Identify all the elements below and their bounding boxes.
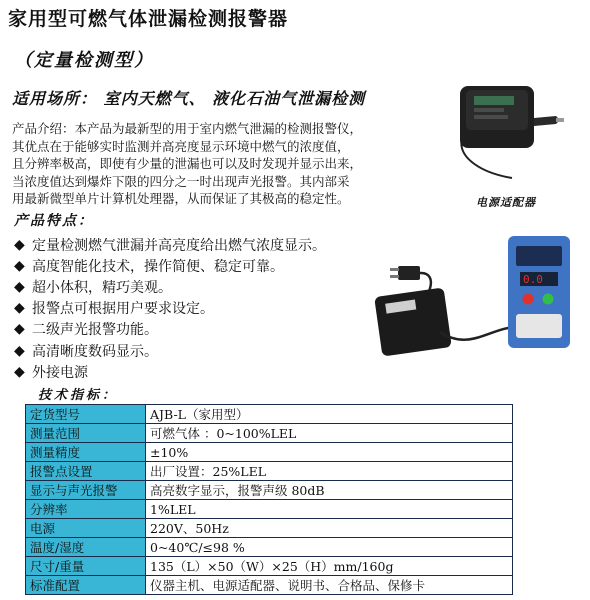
list-item [14,298,326,319]
diamond-bullet-icon: ◆ [14,257,25,274]
feature-text: 定量检测燃气泄漏并高亮度给出燃气浓度显示。 [32,237,326,254]
spec-key: 显示与声光报警 [26,481,146,500]
spec-value: 1%LEL [146,500,513,519]
spec-key: 定货型号 [26,405,146,424]
table-row [26,576,513,595]
list-item [14,319,326,340]
table-row [26,519,513,538]
feature-text: 超小体积，精巧美观。 [32,279,172,296]
spec-value: ±10% [146,443,513,462]
spec-key: 电源 [26,519,146,538]
list-item [14,340,326,361]
specs-heading: 技术指标： [38,388,119,403]
table-row [26,538,513,557]
list-item [14,361,326,382]
features-heading: 产品特点： [14,213,94,229]
list-item [14,234,326,255]
diamond-bullet-icon: ◆ [14,321,25,338]
page-subtitle: （定量检测型） [14,50,154,71]
table-row [26,424,513,443]
diamond-bullet-icon: ◆ [14,342,25,359]
spec-key: 测量精度 [26,443,146,462]
spec-value: 高亮数字显示，报警声级 80dB [146,481,513,500]
intro-line: 其优点在于能够实时监测并高亮度显示环境中燃气的浓度值， [12,138,350,154]
feature-text: 高度智能化技术，操作简便、稳定可靠。 [32,258,284,275]
product-intro [12,120,404,208]
table-row [26,500,513,519]
table-row [26,405,513,424]
intro-line: 当浓度值达到爆炸下限的四分之一时出现声光报警。其内部采 [12,173,350,189]
diamond-bullet-icon: ◆ [14,363,25,380]
intro-line: 用最新微型单片计算机处理器，从而保证了其极高的稳定性。 [12,191,350,206]
list-item [14,255,326,276]
spec-key: 报警点设置 [26,462,146,481]
list-item [14,276,326,297]
diamond-bullet-icon: ◆ [14,236,25,253]
feature-text: 报警点可根据用户要求设定。 [32,301,214,318]
adapter-caption: 电源适配器 [476,196,536,209]
spec-table [25,404,513,595]
spec-value: 仪器主机、电源适配器、说明书、合格品、保修卡 [146,576,513,595]
feature-text: 高清晰度数码显示。 [32,343,158,360]
feature-text: 二级声光报警功能。 [32,322,158,339]
spec-value: 出厂设置：25%LEL [146,462,513,481]
diamond-bullet-icon: ◆ [14,300,25,317]
power-adapter-image [452,78,570,186]
spec-value: 220V、50Hz [146,519,513,538]
table-row [26,462,513,481]
spec-key: 尺寸/重量 [26,557,146,576]
table-row [26,557,513,576]
table-row [26,481,513,500]
spec-key: 测量范围 [26,424,146,443]
diamond-bullet-icon: ◆ [14,278,25,295]
feature-list [14,234,326,382]
spec-value: AJB-L（家用型） [146,405,513,424]
spec-key: 标准配置 [26,576,146,595]
spec-value: 可燃气体 ：0~100%LEL [146,424,513,443]
feature-text: 外接电源 [32,364,88,381]
spec-value: 135（L）×50（W）×25（H）mm/160g [146,557,513,576]
intro-line: 产品介绍：本产品为最新型的用于室内燃气泄漏的检测报警仪， [12,121,363,136]
spec-key: 分辨率 [26,500,146,519]
spec-value: 0~40℃/≤98 % [146,538,513,557]
intro-line: 且分辨率极高，即使有少量的泄漏也可以及时发现并显示出来， [12,156,363,171]
application-scope: 适用场所： 室内天燃气、 液化石油气泄漏检测 [12,89,366,108]
spec-key: 温度/湿度 [26,538,146,557]
svg-text:0.0: 0.0 [523,273,543,286]
table-row [26,443,513,462]
page-title: 家用型可燃气体泄漏检测报警器 [8,8,289,30]
gas-detector-image [370,232,575,382]
